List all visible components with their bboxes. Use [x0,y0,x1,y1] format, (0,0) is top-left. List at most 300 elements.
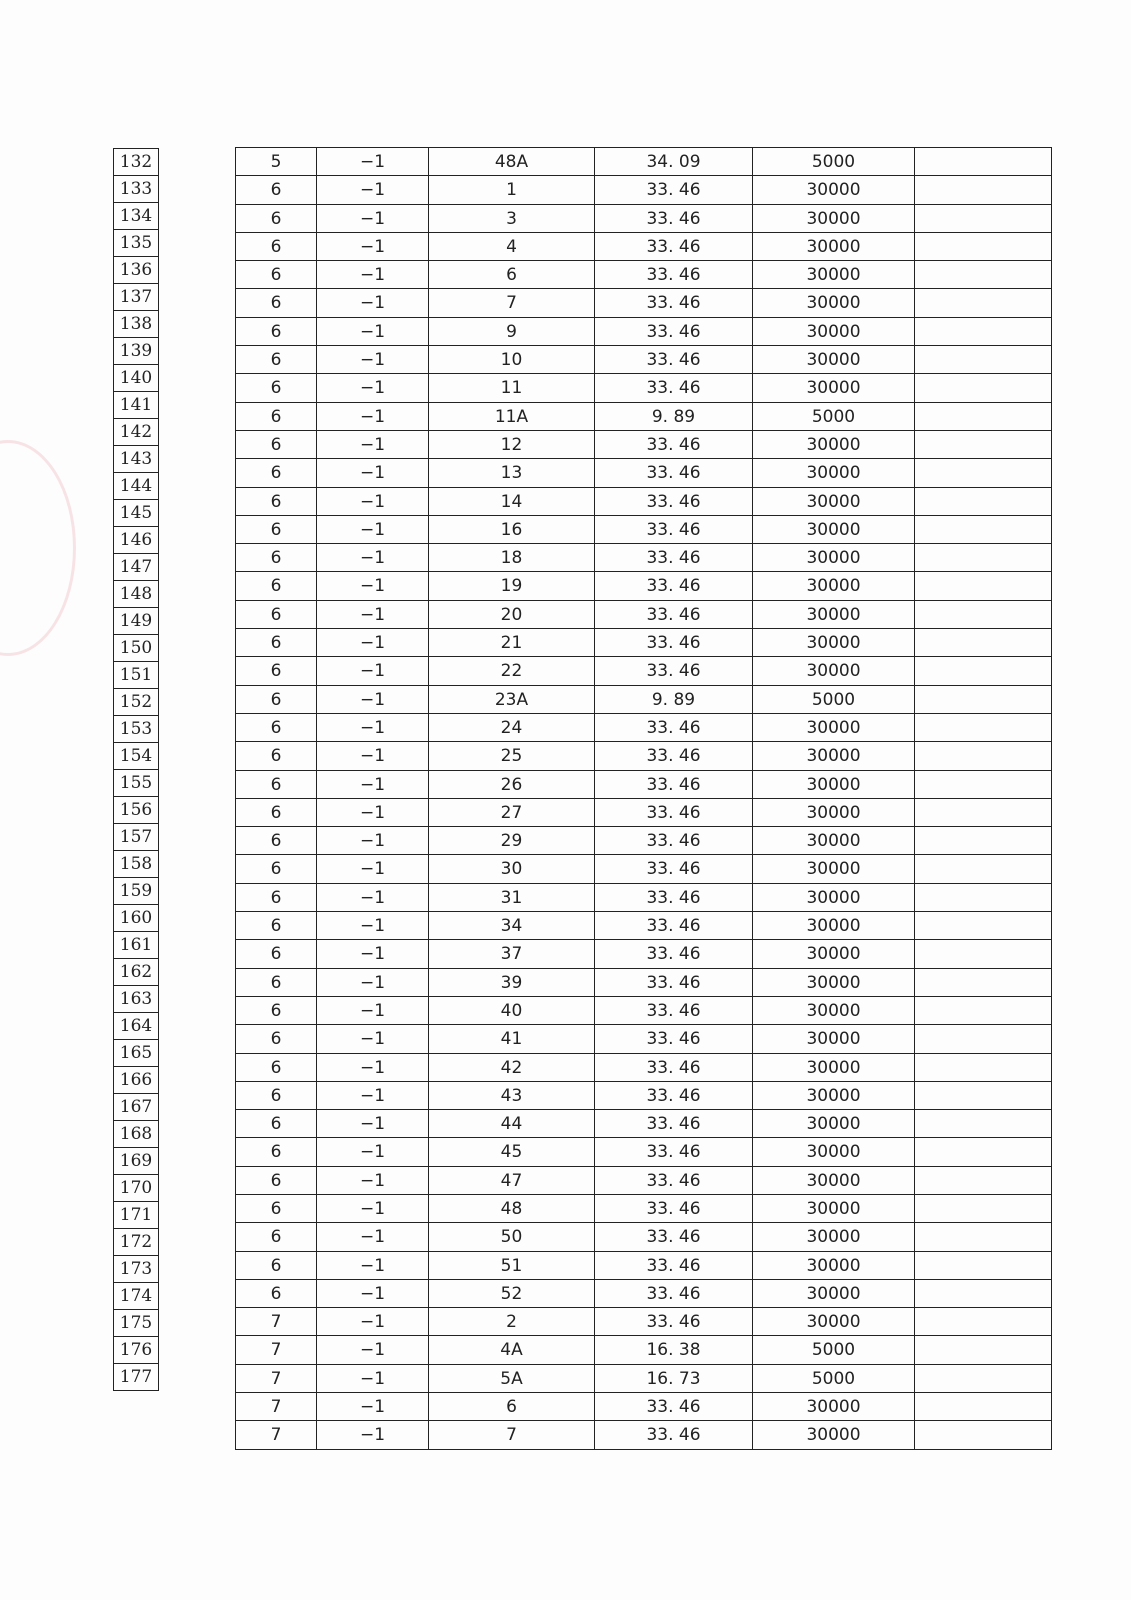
cell-note [915,1054,1051,1081]
cell-building: 7 [236,1365,317,1392]
row-number: 153 [114,716,158,743]
cell-price: 30000 [753,488,915,515]
table-row [236,1336,1051,1364]
cell-area: 33. 46 [595,1110,753,1137]
cell-note [915,1082,1051,1109]
cell-unit: 39 [429,969,595,996]
row-number: 162 [114,959,158,986]
table-row [236,1421,1051,1449]
cell-price: 30000 [753,1025,915,1052]
cell-area: 33. 46 [595,1308,753,1335]
cell-building: 6 [236,855,317,882]
cell-area: 33. 46 [595,969,753,996]
cell-price: 30000 [753,544,915,571]
cell-unit: 10 [429,346,595,373]
cell-unit: 37 [429,940,595,967]
cell-floor: −1 [317,289,429,316]
cell-unit: 2 [429,1308,595,1335]
cell-building: 6 [236,657,317,684]
cell-area: 33. 46 [595,318,753,345]
cell-unit: 11 [429,374,595,401]
cell-unit: 1 [429,176,595,203]
cell-unit: 14 [429,488,595,515]
cell-price: 30000 [753,318,915,345]
cell-unit: 3 [429,205,595,232]
table-row [236,488,1051,516]
cell-unit: 12 [429,431,595,458]
row-number: 138 [114,311,158,338]
cell-floor: −1 [317,1025,429,1052]
cell-unit: 6 [429,1393,595,1420]
cell-floor: −1 [317,657,429,684]
cell-building: 6 [236,686,317,713]
table-row [236,572,1051,600]
row-number: 136 [114,257,158,284]
cell-price: 30000 [753,431,915,458]
table-row [236,233,1051,261]
row-number: 146 [114,527,158,554]
cell-unit: 24 [429,714,595,741]
cell-building: 6 [236,1167,317,1194]
row-number: 156 [114,797,158,824]
cell-floor: −1 [317,686,429,713]
cell-note [915,374,1051,401]
cell-note [915,912,1051,939]
cell-floor: −1 [317,629,429,656]
row-number: 159 [114,878,158,905]
cell-unit: 4 [429,233,595,260]
table-row [236,1365,1051,1393]
cell-price: 30000 [753,1138,915,1165]
cell-unit: 20 [429,601,595,628]
table-row [236,1223,1051,1251]
cell-unit: 50 [429,1223,595,1250]
table-row [236,1167,1051,1195]
cell-area: 33. 46 [595,1252,753,1279]
cell-price: 30000 [753,855,915,882]
row-number: 176 [114,1337,158,1364]
table-row [236,544,1051,572]
table-row [236,431,1051,459]
row-number: 157 [114,824,158,851]
cell-note [915,1365,1051,1392]
cell-note [915,1252,1051,1279]
cell-building: 6 [236,572,317,599]
cell-floor: −1 [317,855,429,882]
cell-note [915,318,1051,345]
cell-floor: −1 [317,318,429,345]
cell-building: 5 [236,148,317,175]
cell-note [915,827,1051,854]
cell-area: 34. 09 [595,148,753,175]
cell-floor: −1 [317,176,429,203]
cell-building: 6 [236,403,317,430]
table-row [236,1082,1051,1110]
cell-unit: 44 [429,1110,595,1137]
cell-unit: 41 [429,1025,595,1052]
row-number: 145 [114,500,158,527]
cell-building: 7 [236,1336,317,1363]
table-row [236,657,1051,685]
row-number: 147 [114,554,158,581]
cell-building: 6 [236,176,317,203]
row-number-column [113,148,159,1391]
cell-area: 33. 46 [595,771,753,798]
cell-area: 33. 46 [595,742,753,769]
cell-floor: −1 [317,148,429,175]
row-number: 141 [114,392,158,419]
cell-building: 6 [236,233,317,260]
cell-price: 30000 [753,1280,915,1307]
table-row [236,459,1051,487]
row-number: 155 [114,770,158,797]
cell-building: 7 [236,1393,317,1420]
cell-unit: 48A [429,148,595,175]
cell-price: 30000 [753,346,915,373]
cell-area: 33. 46 [595,431,753,458]
cell-note [915,601,1051,628]
cell-building: 6 [236,771,317,798]
cell-area: 33. 46 [595,1054,753,1081]
cell-unit: 4A [429,1336,595,1363]
row-number: 164 [114,1013,158,1040]
table-row [236,403,1051,431]
row-number: 150 [114,635,158,662]
cell-price: 30000 [753,1252,915,1279]
row-number: 161 [114,932,158,959]
cell-area: 33. 46 [595,884,753,911]
cell-building: 6 [236,1025,317,1052]
table-row [236,176,1051,204]
cell-area: 9. 89 [595,403,753,430]
table-row [236,1308,1051,1336]
cell-price: 30000 [753,629,915,656]
cell-note [915,799,1051,826]
cell-price: 30000 [753,657,915,684]
table-row [236,346,1051,374]
row-number: 175 [114,1310,158,1337]
cell-price: 5000 [753,1365,915,1392]
row-number: 160 [114,905,158,932]
cell-note [915,1421,1051,1448]
cell-floor: −1 [317,1110,429,1137]
cell-building: 6 [236,742,317,769]
cell-price: 30000 [753,1195,915,1222]
cell-floor: −1 [317,884,429,911]
table-row [236,1138,1051,1166]
cell-area: 16. 38 [595,1336,753,1363]
table-row [236,686,1051,714]
cell-price: 30000 [753,799,915,826]
cell-note [915,346,1051,373]
table-row [236,1393,1051,1421]
row-number: 152 [114,689,158,716]
row-number: 142 [114,419,158,446]
cell-unit: 51 [429,1252,595,1279]
cell-area: 33. 46 [595,1393,753,1420]
row-number: 165 [114,1040,158,1067]
cell-note [915,969,1051,996]
cell-unit: 16 [429,516,595,543]
cell-floor: −1 [317,544,429,571]
cell-note [915,261,1051,288]
cell-note [915,403,1051,430]
table-row [236,969,1051,997]
cell-note [915,205,1051,232]
cell-unit: 30 [429,855,595,882]
cell-unit: 25 [429,742,595,769]
row-number: 135 [114,230,158,257]
cell-floor: −1 [317,1308,429,1335]
cell-floor: −1 [317,1280,429,1307]
cell-area: 33. 46 [595,1223,753,1250]
cell-building: 6 [236,997,317,1024]
cell-unit: 18 [429,544,595,571]
row-number: 168 [114,1121,158,1148]
cell-building: 6 [236,601,317,628]
cell-area: 33. 46 [595,233,753,260]
cell-area: 33. 46 [595,629,753,656]
cell-building: 6 [236,431,317,458]
cell-building: 6 [236,1082,317,1109]
cell-price: 30000 [753,261,915,288]
cell-building: 6 [236,1054,317,1081]
cell-building: 6 [236,459,317,486]
table-row [236,601,1051,629]
cell-price: 30000 [753,940,915,967]
table-row [236,318,1051,346]
cell-area: 33. 46 [595,1138,753,1165]
cell-area: 33. 46 [595,799,753,826]
cell-building: 6 [236,799,317,826]
cell-area: 33. 46 [595,714,753,741]
cell-price: 30000 [753,912,915,939]
cell-area: 33. 46 [595,1421,753,1448]
cell-unit: 23A [429,686,595,713]
cell-note [915,1308,1051,1335]
cell-note [915,940,1051,967]
table-row [236,205,1051,233]
cell-price: 30000 [753,827,915,854]
cell-building: 6 [236,884,317,911]
cell-note [915,431,1051,458]
row-number: 167 [114,1094,158,1121]
table-row [236,629,1051,657]
cell-building: 6 [236,1110,317,1137]
cell-floor: −1 [317,827,429,854]
cell-area: 33. 46 [595,601,753,628]
cell-area: 33. 46 [595,289,753,316]
cell-price: 5000 [753,1336,915,1363]
cell-building: 6 [236,289,317,316]
cell-unit: 13 [429,459,595,486]
cell-note [915,1138,1051,1165]
row-number: 149 [114,608,158,635]
cell-area: 33. 46 [595,1195,753,1222]
cell-building: 6 [236,940,317,967]
cell-floor: −1 [317,912,429,939]
cell-area: 16. 73 [595,1365,753,1392]
cell-unit: 45 [429,1138,595,1165]
cell-note [915,1195,1051,1222]
cell-building: 6 [236,205,317,232]
cell-building: 6 [236,969,317,996]
table-row [236,940,1051,968]
table-row [236,1195,1051,1223]
cell-note [915,176,1051,203]
cell-price: 30000 [753,1054,915,1081]
cell-price: 30000 [753,1167,915,1194]
row-number: 151 [114,662,158,689]
cell-floor: −1 [317,1365,429,1392]
cell-floor: −1 [317,742,429,769]
cell-floor: −1 [317,1252,429,1279]
cell-price: 30000 [753,374,915,401]
table-row [236,1252,1051,1280]
cell-note [915,1025,1051,1052]
cell-price: 30000 [753,459,915,486]
cell-note [915,544,1051,571]
row-number: 143 [114,446,158,473]
cell-area: 33. 46 [595,1280,753,1307]
cell-floor: −1 [317,261,429,288]
row-number: 132 [114,149,158,176]
cell-unit: 40 [429,997,595,1024]
cell-area: 33. 46 [595,346,753,373]
cell-floor: −1 [317,1336,429,1363]
cell-note [915,1280,1051,1307]
cell-building: 7 [236,1308,317,1335]
cell-price: 30000 [753,1421,915,1448]
cell-area: 33. 46 [595,572,753,599]
cell-floor: −1 [317,431,429,458]
cell-area: 33. 46 [595,205,753,232]
cell-unit: 34 [429,912,595,939]
row-number: 139 [114,338,158,365]
cell-price: 30000 [753,233,915,260]
cell-floor: −1 [317,572,429,599]
cell-area: 9. 89 [595,686,753,713]
cell-building: 6 [236,827,317,854]
cell-note [915,1223,1051,1250]
table-row [236,1054,1051,1082]
row-number: 163 [114,986,158,1013]
cell-unit: 48 [429,1195,595,1222]
cell-building: 6 [236,488,317,515]
cell-unit: 22 [429,657,595,684]
cell-price: 5000 [753,403,915,430]
cell-note [915,516,1051,543]
cell-price: 30000 [753,176,915,203]
table-row [236,884,1051,912]
table-row [236,261,1051,289]
row-number: 148 [114,581,158,608]
cell-floor: −1 [317,771,429,798]
cell-unit: 11A [429,403,595,430]
cell-floor: −1 [317,1421,429,1448]
cell-note [915,1110,1051,1137]
cell-area: 33. 46 [595,374,753,401]
cell-area: 33. 46 [595,855,753,882]
table-row [236,289,1051,317]
cell-floor: −1 [317,1393,429,1420]
table-row [236,1280,1051,1308]
table-row [236,148,1051,176]
row-number: 169 [114,1148,158,1175]
cell-unit: 27 [429,799,595,826]
table-row [236,771,1051,799]
cell-note [915,1336,1051,1363]
row-number: 177 [114,1364,158,1391]
cell-building: 6 [236,374,317,401]
cell-unit: 19 [429,572,595,599]
cell-unit: 42 [429,1054,595,1081]
cell-note [915,459,1051,486]
cell-price: 30000 [753,1110,915,1137]
cell-unit: 52 [429,1280,595,1307]
cell-area: 33. 46 [595,459,753,486]
cell-area: 33. 46 [595,912,753,939]
cell-floor: −1 [317,1223,429,1250]
cell-unit: 6 [429,261,595,288]
cell-note [915,233,1051,260]
table-row [236,827,1051,855]
row-number: 134 [114,203,158,230]
cell-price: 30000 [753,516,915,543]
cell-price: 30000 [753,1393,915,1420]
cell-area: 33. 46 [595,1025,753,1052]
cell-floor: −1 [317,233,429,260]
cell-floor: −1 [317,997,429,1024]
cell-note [915,997,1051,1024]
cell-floor: −1 [317,346,429,373]
cell-area: 33. 46 [595,940,753,967]
cell-unit: 5A [429,1365,595,1392]
cell-area: 33. 46 [595,827,753,854]
cell-note [915,629,1051,656]
cell-floor: −1 [317,374,429,401]
cell-floor: −1 [317,1138,429,1165]
row-number: 173 [114,1256,158,1283]
table-row [236,799,1051,827]
cell-price: 5000 [753,686,915,713]
row-number: 144 [114,473,158,500]
cell-building: 6 [236,1195,317,1222]
row-number: 166 [114,1067,158,1094]
cell-floor: −1 [317,516,429,543]
cell-price: 30000 [753,289,915,316]
cell-area: 33. 46 [595,261,753,288]
cell-note [915,148,1051,175]
cell-floor: −1 [317,1167,429,1194]
cell-area: 33. 46 [595,1167,753,1194]
cell-floor: −1 [317,459,429,486]
row-number: 171 [114,1202,158,1229]
table-row [236,1025,1051,1053]
cell-unit: 7 [429,289,595,316]
row-number: 172 [114,1229,158,1256]
cell-floor: −1 [317,1082,429,1109]
cell-price: 30000 [753,1308,915,1335]
cell-unit: 21 [429,629,595,656]
cell-price: 30000 [753,997,915,1024]
cell-price: 30000 [753,1223,915,1250]
cell-note [915,1393,1051,1420]
cell-area: 33. 46 [595,488,753,515]
cell-price: 30000 [753,205,915,232]
cell-area: 33. 46 [595,997,753,1024]
row-number: 154 [114,743,158,770]
